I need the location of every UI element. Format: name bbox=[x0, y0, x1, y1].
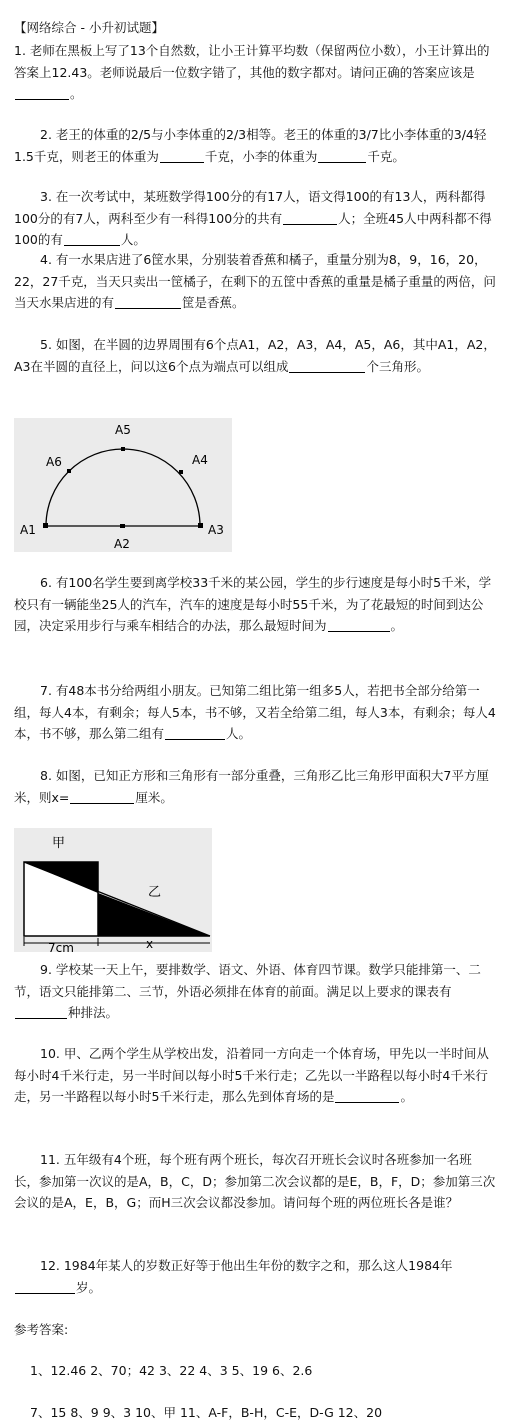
answer-blank bbox=[318, 148, 366, 163]
point-a1-marker bbox=[43, 523, 48, 528]
answers-heading: 参考答案: bbox=[14, 1322, 69, 1337]
answers-line-2: 7、15 8、9 9、3 10、甲 11、A-F，B-H，C-E，D-G 12、20 bbox=[30, 1405, 383, 1420]
label-a2: A2 bbox=[114, 537, 130, 551]
label-a1: A1 bbox=[20, 523, 36, 537]
answer-blank bbox=[64, 231, 120, 246]
answers-line-1: 1、12.46 2、70；42 3、22 4、3 5、19 6、2.6 bbox=[30, 1363, 313, 1378]
label-a4: A4 bbox=[192, 453, 208, 467]
point-a5-marker bbox=[121, 447, 125, 451]
question-2: 2. 老王的体重的2/5与小李体重的2/3相等。老王的体重的3/7比小李体重的3/4轻1.5千克，则老王的体重为 千克，小李的体重为 千克。 bbox=[14, 127, 487, 164]
question-3: 3. 在一次考试中，某班数学得100分的有17人，语文得100的有13人，两科都得100分的有7人，两科至少有一科得100分的共有 人；全班45人中两科都不得100的有 人。 bbox=[14, 189, 492, 247]
answer-blank bbox=[15, 1004, 67, 1019]
answer-blank bbox=[335, 1088, 399, 1103]
point-a6-marker bbox=[67, 469, 71, 473]
answer-blank bbox=[15, 85, 69, 100]
answer-blank bbox=[165, 725, 225, 740]
answer-blank bbox=[289, 358, 365, 373]
page-title: 【网络综合 - 小升初试题】 bbox=[14, 20, 164, 35]
answer-blank bbox=[160, 148, 204, 163]
label-jia: 甲 bbox=[52, 836, 66, 851]
question-1: 1. 老师在黑板上写了13个自然数，让小王计算平均数（保留两位小数），小王计算出的答案上12.43。老师说最后一位数字错了，其他的数字都对。请问正确的答案应该是。 bbox=[14, 43, 490, 101]
label-x: x bbox=[146, 937, 154, 951]
point-a2-marker bbox=[120, 524, 125, 528]
question-12: 12. 1984年某人的岁数正好等于他出生年份的数字之和，那么这人1984年岁。 bbox=[14, 1255, 496, 1298]
point-a4-marker bbox=[179, 470, 183, 474]
point-a3-marker bbox=[198, 523, 203, 528]
question-8: 8. 如图，已知正方形和三角形有一部分重叠，三角形乙比三角形甲面积大7平方厘米，则x= 厘米。 bbox=[14, 768, 489, 805]
question-9: 9. 学校某一天上午，要排数学、语文、外语、体育四节课。数学只能排第一、二节，语文只能排第二、三节，外语必须排在体育的前面。满足以上要求的课表有种排法。 bbox=[14, 962, 481, 1020]
answer-blank bbox=[328, 617, 390, 632]
question-4: 4. 有一水果店进了6筐水果，分别装着香蕉和橘子，重量分别为8，9，16，20，22，27千克，当天只卖出一筐橘子，在剩下的五筐中香蕉的重量是橘子重量的两倍，问当天水果店进的有 筐是香蕉。 bbox=[14, 252, 496, 310]
square-triangle-figure bbox=[14, 828, 212, 952]
answer-blank bbox=[283, 210, 337, 225]
answer-blank bbox=[115, 294, 181, 309]
label-a3: A3 bbox=[208, 523, 224, 537]
label-yi: 乙 bbox=[148, 885, 162, 900]
label-a5: A5 bbox=[115, 423, 131, 437]
semicircle-figure bbox=[14, 418, 232, 552]
question-11: 11. 五年级有4个班，每个班有两个班长，每次召开班长会议时各班参加一名班长，参加第一次议的是A，B，C，D；参加第二次会议都的是E，B，F，D；参加第三次会议的是A，E，B，G；而H三次会议都没参加。请问每个班的两位班长各是谁？ bbox=[14, 1152, 496, 1210]
question-6: 6. 有100名学生要到离学校33千米的某公园，学生的步行速度是每小时5千米，学校只有一辆能坐25人的汽车，汽车的速度是每小时55千米，为了花最短的时间到达公园，决定采用步行与乘车相结合的办法，那么最短时间为 。 bbox=[14, 575, 492, 633]
question-5: 5. 如图，在半圆的边界周围有6个点A1，A2，A3，A4，A5，A6，其中A1，A2，A3在半圆的直径上，问以这6个点为端点可以组成 个三角形。 bbox=[14, 337, 496, 374]
answer-blank bbox=[70, 789, 134, 804]
label-a6: A6 bbox=[46, 455, 62, 469]
question-10: 10. 甲、乙两个学生从学校出发，沿着同一方向走一个体育场，甲先以一半时间从每小时4千米行走，另一半时间以每小时5千米行走；乙先以一半路程以每小时4千米行走，另一半路程以每小时5千米行走，那么先到体育场的是 。 bbox=[14, 1046, 489, 1104]
label-7cm: 7cm bbox=[48, 941, 74, 952]
answer-blank bbox=[15, 1279, 75, 1294]
question-7: 7. 有48本书分给两组小朋友。已知第二组比第一组多5人，若把书全部分给第一组，每人4本，有剩余；每人5本，书不够，又若全给第二组，每人3本，有剩余；每人4本，书不够，那么第二组有 人。 bbox=[14, 683, 496, 741]
